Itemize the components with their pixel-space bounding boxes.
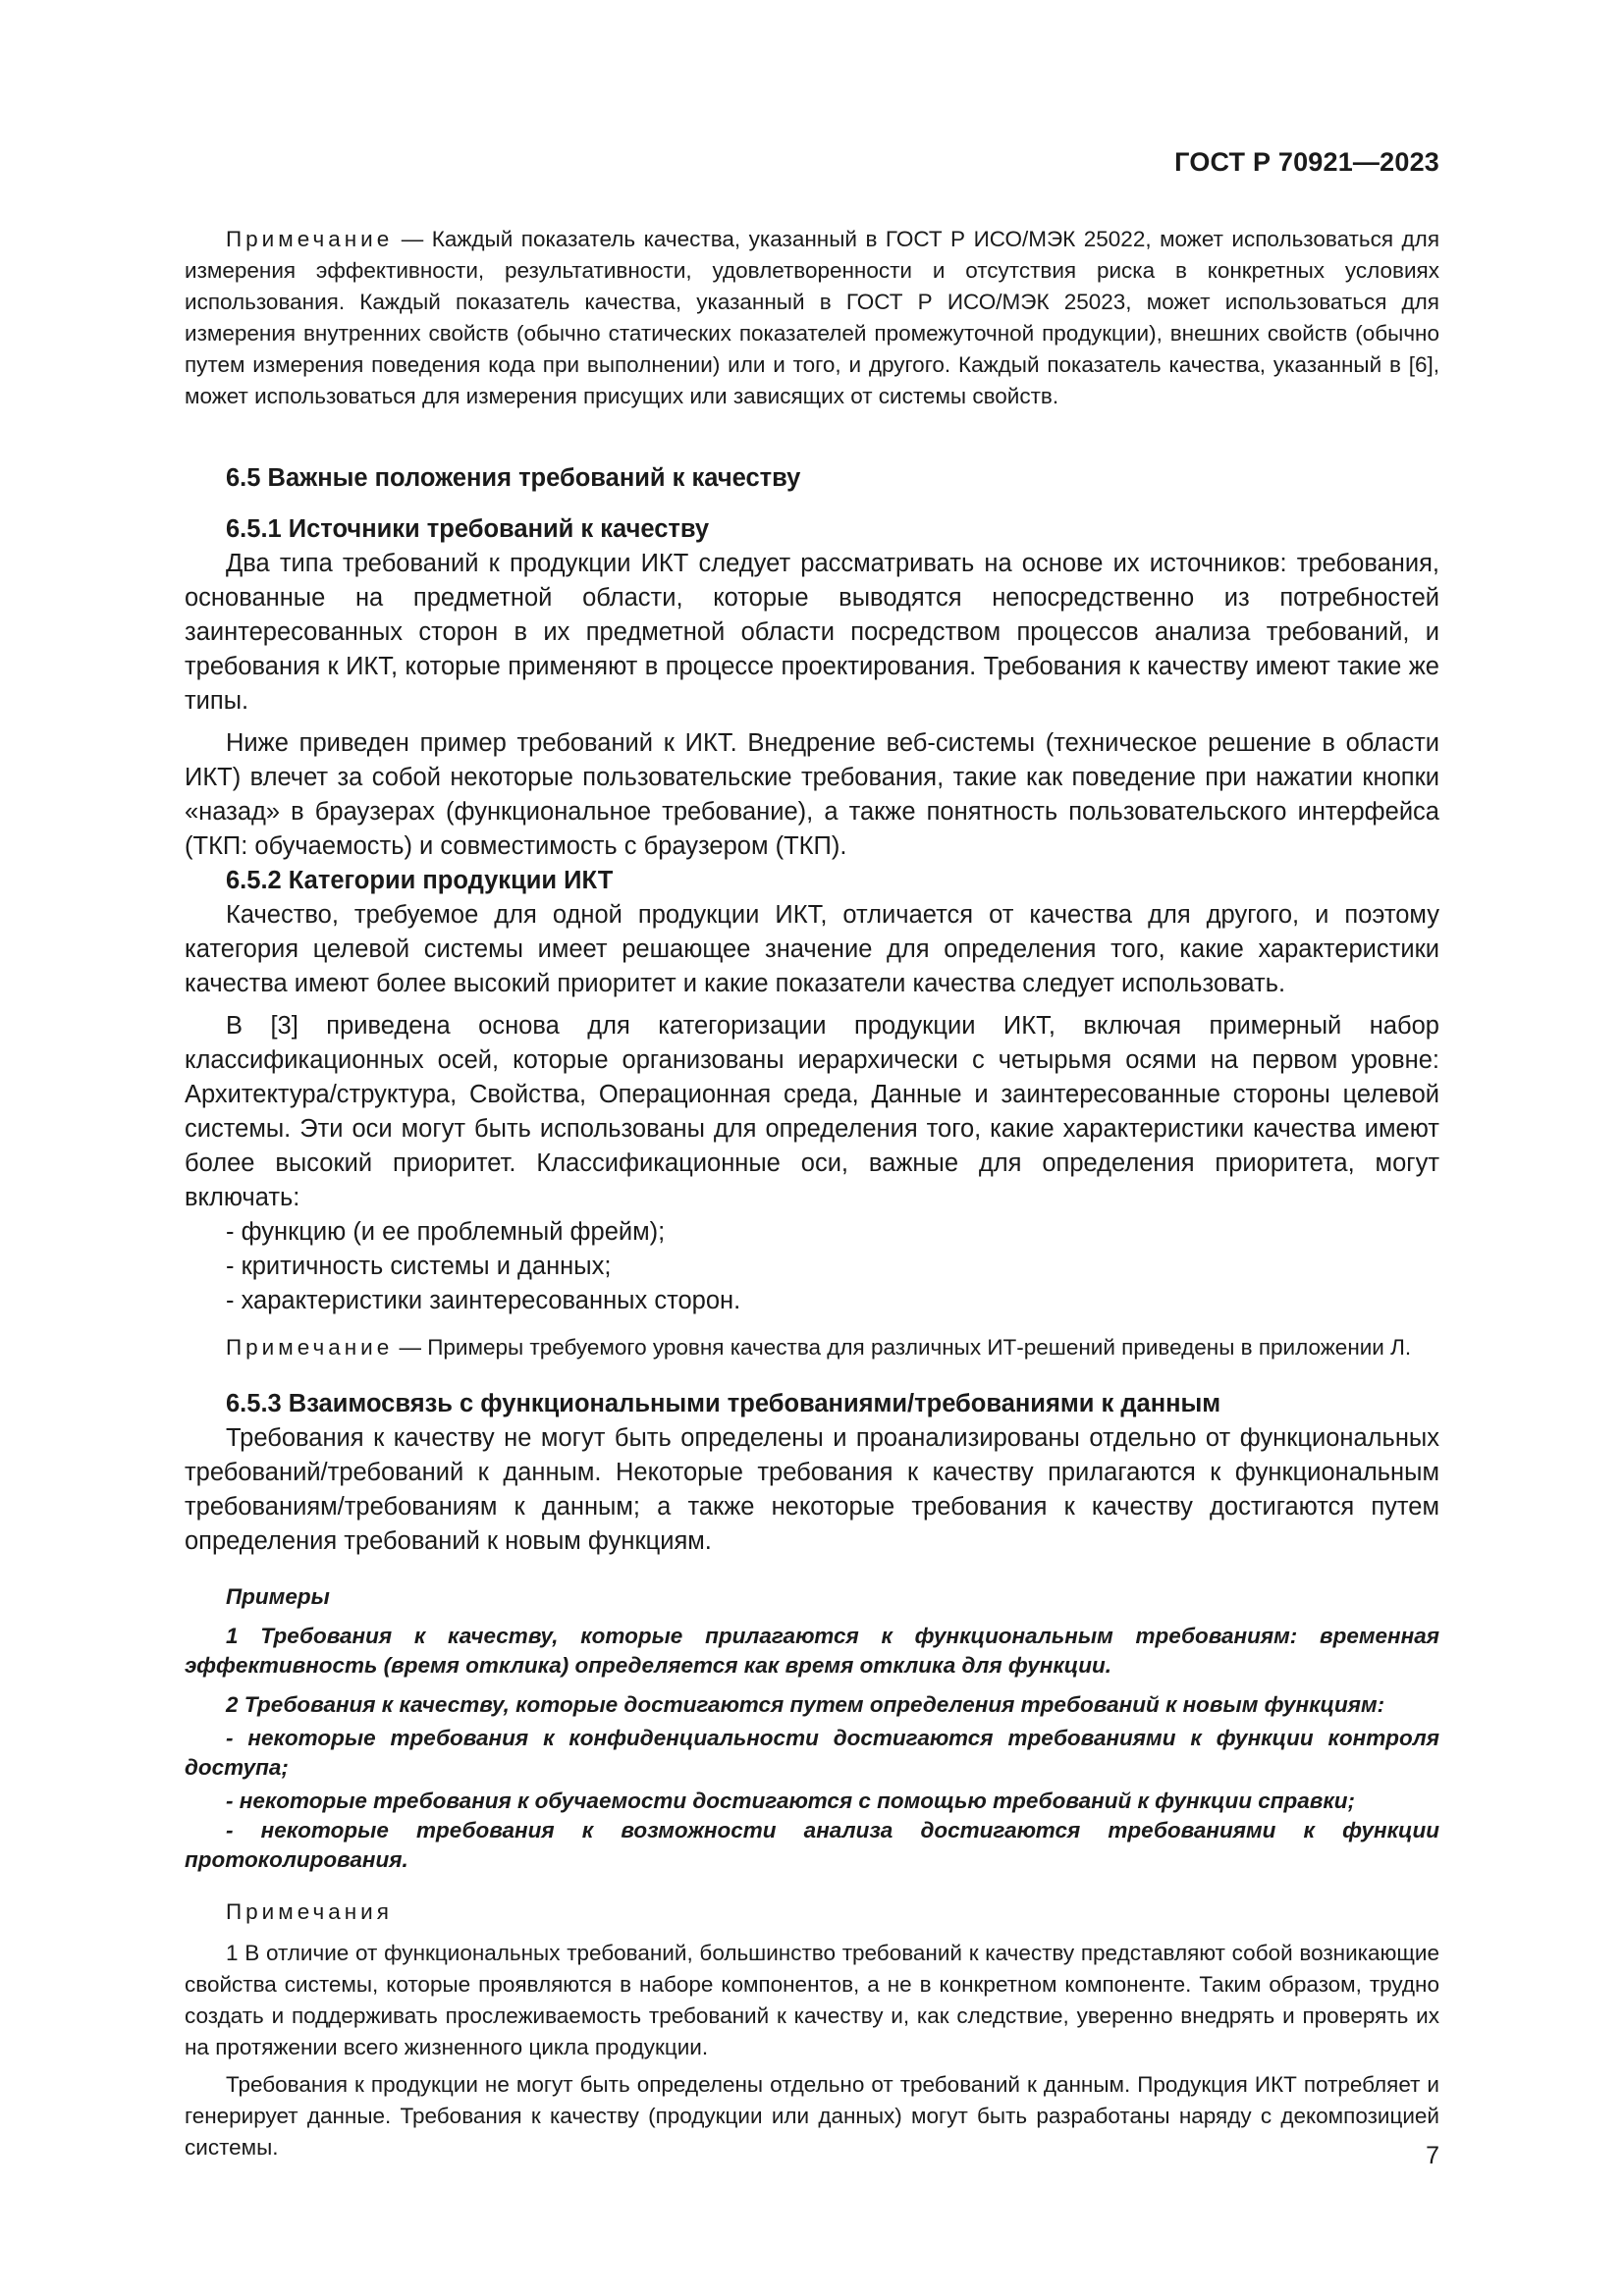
page-content (185, 224, 1439, 2163)
examples-label: Примеры (226, 1584, 330, 1609)
list-item: - функцию (и ее проблемный фрейм); (226, 1218, 666, 1246)
note-label: Примечание (226, 1335, 394, 1360)
example-item: 2 Требования к качеству, которые достигаются путем определения требований к новым функциям: (226, 1692, 1385, 1717)
example-item: 1 Требования к качеству, которые прилагаются к функциональным требованиям: временная эффективность (время отклика) определяется как время отклика для функции. (185, 1624, 1439, 1678)
section-6-5-1-heading: 6.5.1 Источники требований к качеству (226, 515, 710, 543)
note-item: Требования к продукции не могут быть определены отдельно от требований к данным. Продукция ИКТ потребляет и генерирует данные. Требования к качеству (продукции или данных) могут быть разработаны наряду с декомпозицией системы. (185, 2072, 1439, 2160)
paragraph: В [3] приведена основа для категоризации продукции ИКТ, включая примерный набор классификационных осей, которые организованы иерархически с четырьмя осями на первом уровне: Архитектура/структура, Свойства, Операционная среда, Данные и заинтересованные стороны целевой системы. Эти оси могут быть использованы для определения того, какие характеристики качества имеют более высокий приоритет. Классификационные оси, важные для определения приоритета, могут включать: (185, 1012, 1439, 1211)
list-item: - критичность системы и данных; (226, 1253, 612, 1280)
section-6-5-2-heading: 6.5.2 Категории продукции ИКТ (226, 867, 614, 894)
note-text: — Примеры требуемого уровня качества для различных ИТ-решений приведены в приложении Л. (393, 1335, 1412, 1360)
section-6-5-heading: 6.5 Важные положения требований к качеству (226, 464, 801, 492)
page-number: 7 (1426, 2142, 1439, 2169)
note-paragraph (185, 1332, 1439, 1363)
example-subitem: - некоторые требования к обучаемости достигаются с помощью требований к функции справки; (226, 1789, 1356, 1813)
notes-label: Примечания (226, 1899, 393, 1924)
paragraph: Требования к качеству не могут быть определены и проанализированы отдельно от функциональных требований/требований к данным. Некоторые требования к качеству прилагаются к функциональным требованиям/требованиям к данным; а также некоторые требования к качеству достигаются путем определения требований к новым функциям. (185, 1424, 1439, 1555)
paragraph: Качество, требуемое для одной продукции ИКТ, отличается от качества для другого, и поэтому категория целевой системы имеет решающее значение для определения того, какие характеристики качества имеют более высокий приоритет и какие показатели качества следует использовать. (185, 901, 1439, 997)
paragraph: Два типа требований к продукции ИКТ следует рассматривать на основе их источников: требования, основанные на предметной области, которые выводятся непосредственно из потребностей заинтересованных сторон в их предметной области посредством процессов анализа требований, и требования к ИКТ, которые применяют в процессе проектирования. Требования к качеству имеют такие же типы. (185, 550, 1439, 715)
example-subitem: - некоторые требования к возможности анализа достигаются требованиями к функции протоколирования. (185, 1818, 1439, 1872)
classification-axes-list (185, 1215, 1439, 1318)
paragraph: Ниже приведен пример требований к ИКТ. Внедрение веб-системы (техническое решение в области ИКТ) влечет за собой некоторые пользовательские требования, такие как поведение при нажатии кнопки «назад» в браузерах (функциональное требование), а также понятность пользовательского интерфейса (ТКП: обучаемость) и совместимость с браузером (ТКП). (185, 729, 1439, 860)
note-text: — Каждый показатель качества, указанный в ГОСТ Р ИСО/МЭК 25022, может использоваться для измерения эффективности, результативности, удовлетворенности и отсутствия риска в конкретных условиях использования. Каждый показатель качества, указанный в ГОСТ Р ИСО/МЭК 25023, может использоваться для измерения внутренних свойств (обычно статических показателей промежуточной продукции), внешних свойств (обычно путем измерения поведения кода при выполнении) или и того, и другого. Каждый показатель качества, указанный в [6], может использоваться для измерения присущих или зависящих от системы свойств. (185, 227, 1439, 408)
section-6-5-3-heading: 6.5.3 Взаимосвязь с функциональными требованиями/требованиями к данным (226, 1390, 1221, 1417)
note-label: Примечание (226, 227, 394, 251)
list-item: - характеристики заинтересованных сторон. (226, 1287, 741, 1314)
note-paragraph (185, 224, 1439, 412)
document-header: ГОСТ Р 70921—2023 (1174, 147, 1439, 177)
example-subitem: - некоторые требования к конфиденциальности достигаются требованиями к функции контроля доступа; (185, 1726, 1439, 1780)
note-item: 1 В отличие от функциональных требований, большинство требований к качеству представляют собой возникающие свойства системы, которые проявляются в наборе компонентов, а не в конкретном компоненте. Таким образом, трудно создать и поддерживать прослеживаемость требований к качеству и, как следствие, уверенно внедрять и проверять их на протяжении всего жизненного цикла продукции. (185, 1941, 1439, 2059)
